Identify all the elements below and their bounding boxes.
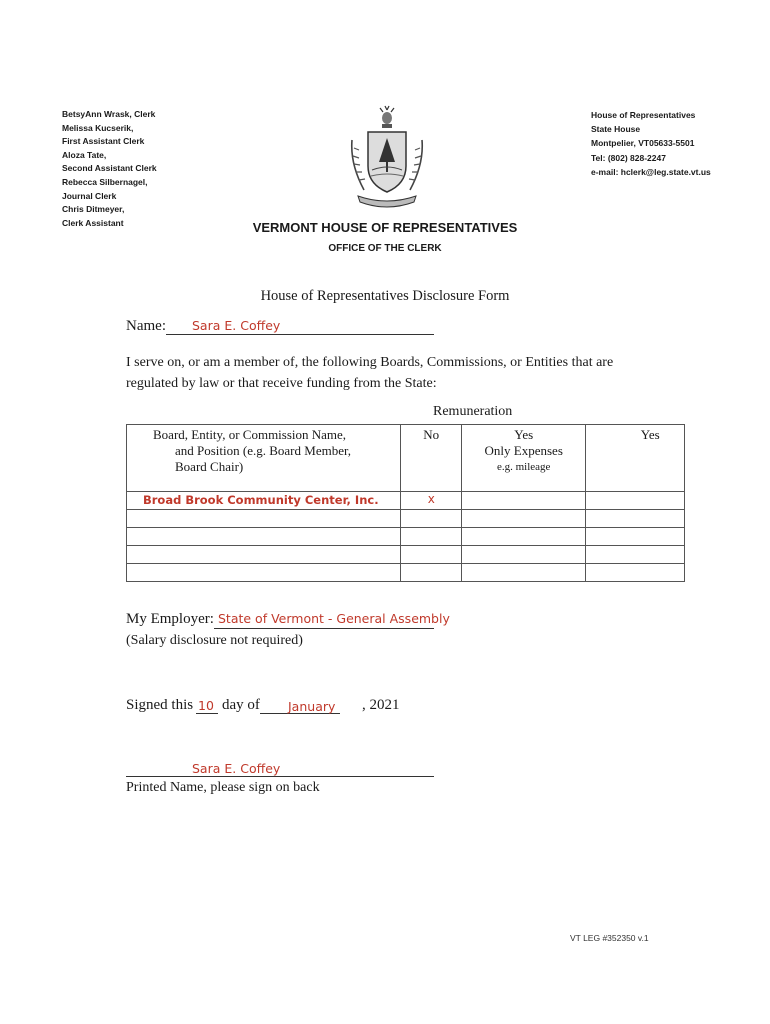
row-yes-cell[interactable] [586,546,685,564]
disclosure-table [126,424,685,582]
intro-paragraph [126,352,666,394]
table-row [127,528,685,546]
table-row [127,546,685,564]
day-field-value[interactable]: 10 [198,698,214,713]
header-yes: Yes [586,425,685,492]
header-line: Board, Entity, or Commission Name, [153,427,347,442]
year-label: , 2021 [362,697,400,713]
row-no-cell[interactable] [401,528,462,546]
row-board-name[interactable] [127,528,401,546]
staff-line: BetsyAnn Wrask, Clerk [62,109,156,119]
staff-line: Clerk Assistant [62,217,124,228]
row-yes-cell[interactable] [586,510,685,528]
day-field-line [196,713,218,714]
row-yes-expenses-cell[interactable] [462,528,586,546]
header-no: No [401,425,462,492]
staff-line: Chris Ditmeyer, [62,204,125,215]
row-no-cell[interactable] [401,510,462,528]
salary-note: (Salary disclosure not required) [126,633,303,648]
header-line: and Position (e.g. Board Member, [175,443,352,458]
header-line: Only Expenses [484,443,563,458]
employer-label: My Employer: [126,611,214,627]
employer-field-value[interactable]: State of Vermont - General Assembly [218,611,450,626]
row-yes-expenses-cell[interactable] [462,564,586,582]
name-field-value[interactable]: Sara E. Coffey [192,318,281,333]
staff-line: Journal Clerk [62,190,117,201]
header-yes-expenses [462,425,586,492]
intro-line: regulated by law or that receive funding from the State: [126,376,437,391]
header-note: e.g. mileage [496,461,551,473]
clerk-staff-list [62,108,157,230]
header-line: Yes [514,427,534,442]
contact-line: Montpelier, VT05633-5501 [591,138,695,149]
row-board-name[interactable] [127,510,401,528]
row-yes-expenses-cell[interactable] [462,492,586,510]
name-label: Name: [126,318,166,334]
intro-line: I serve on, or am a member of, the following Boards, Commissions, or Entities that are [126,355,614,370]
table-row [127,492,685,510]
printed-name-value[interactable]: Sara E. Coffey [192,761,281,776]
table-row [127,564,685,582]
staff-line: Second Assistant Clerk [62,163,157,174]
row-no-cell[interactable] [401,546,462,564]
employer-field-line [214,628,434,629]
vermont-seal-icon [346,104,428,212]
printed-name-label: Printed Name, please sign on back [126,780,320,795]
clerk-contact-block [591,108,711,179]
contact-email: e-mail: hclerk@leg.state.vt.us [591,166,711,177]
printed-name-line [126,776,434,777]
remuneration-label: Remuneration [433,404,513,419]
table-row [127,510,685,528]
header-line: Board Chair) [175,459,244,474]
header-board-name [127,425,401,492]
row-yes-expenses-cell[interactable] [462,510,586,528]
page-subtitle: OFFICE OF THE CLERK [328,243,442,254]
name-field-line [166,334,434,335]
row-yes-cell[interactable] [586,564,685,582]
contact-line: State House [591,124,641,135]
row-yes-cell[interactable] [586,528,685,546]
contact-line: Tel: (802) 828-2247 [591,152,666,163]
table-header-row [127,425,685,492]
row-yes-cell[interactable] [586,492,685,510]
page-title: VERMONT HOUSE OF REPRESENTATIVES [252,220,518,235]
contact-line: House of Representatives [591,110,696,120]
staff-line: Aloza Tate, [62,149,107,160]
row-yes-expenses-cell[interactable] [462,546,586,564]
signed-label: Signed this [126,697,194,713]
row-no-cell[interactable] [401,564,462,582]
row-board-name[interactable]: Broad Brook Community Center, Inc. [127,492,401,510]
staff-line: Rebecca Silbernagel, [62,176,148,187]
document-id: VT LEG #352350 v.1 [570,933,649,943]
row-board-name[interactable] [127,564,401,582]
row-board-name[interactable] [127,546,401,564]
staff-line: Melissa Kucserik, [62,122,134,133]
staff-line: First Assistant Clerk [62,136,145,147]
row-no-cell[interactable]: x [401,492,462,510]
day-of-label: day of [222,697,260,713]
month-field-value[interactable]: January [288,699,336,714]
form-title: House of Representatives Disclosure Form [260,288,510,304]
